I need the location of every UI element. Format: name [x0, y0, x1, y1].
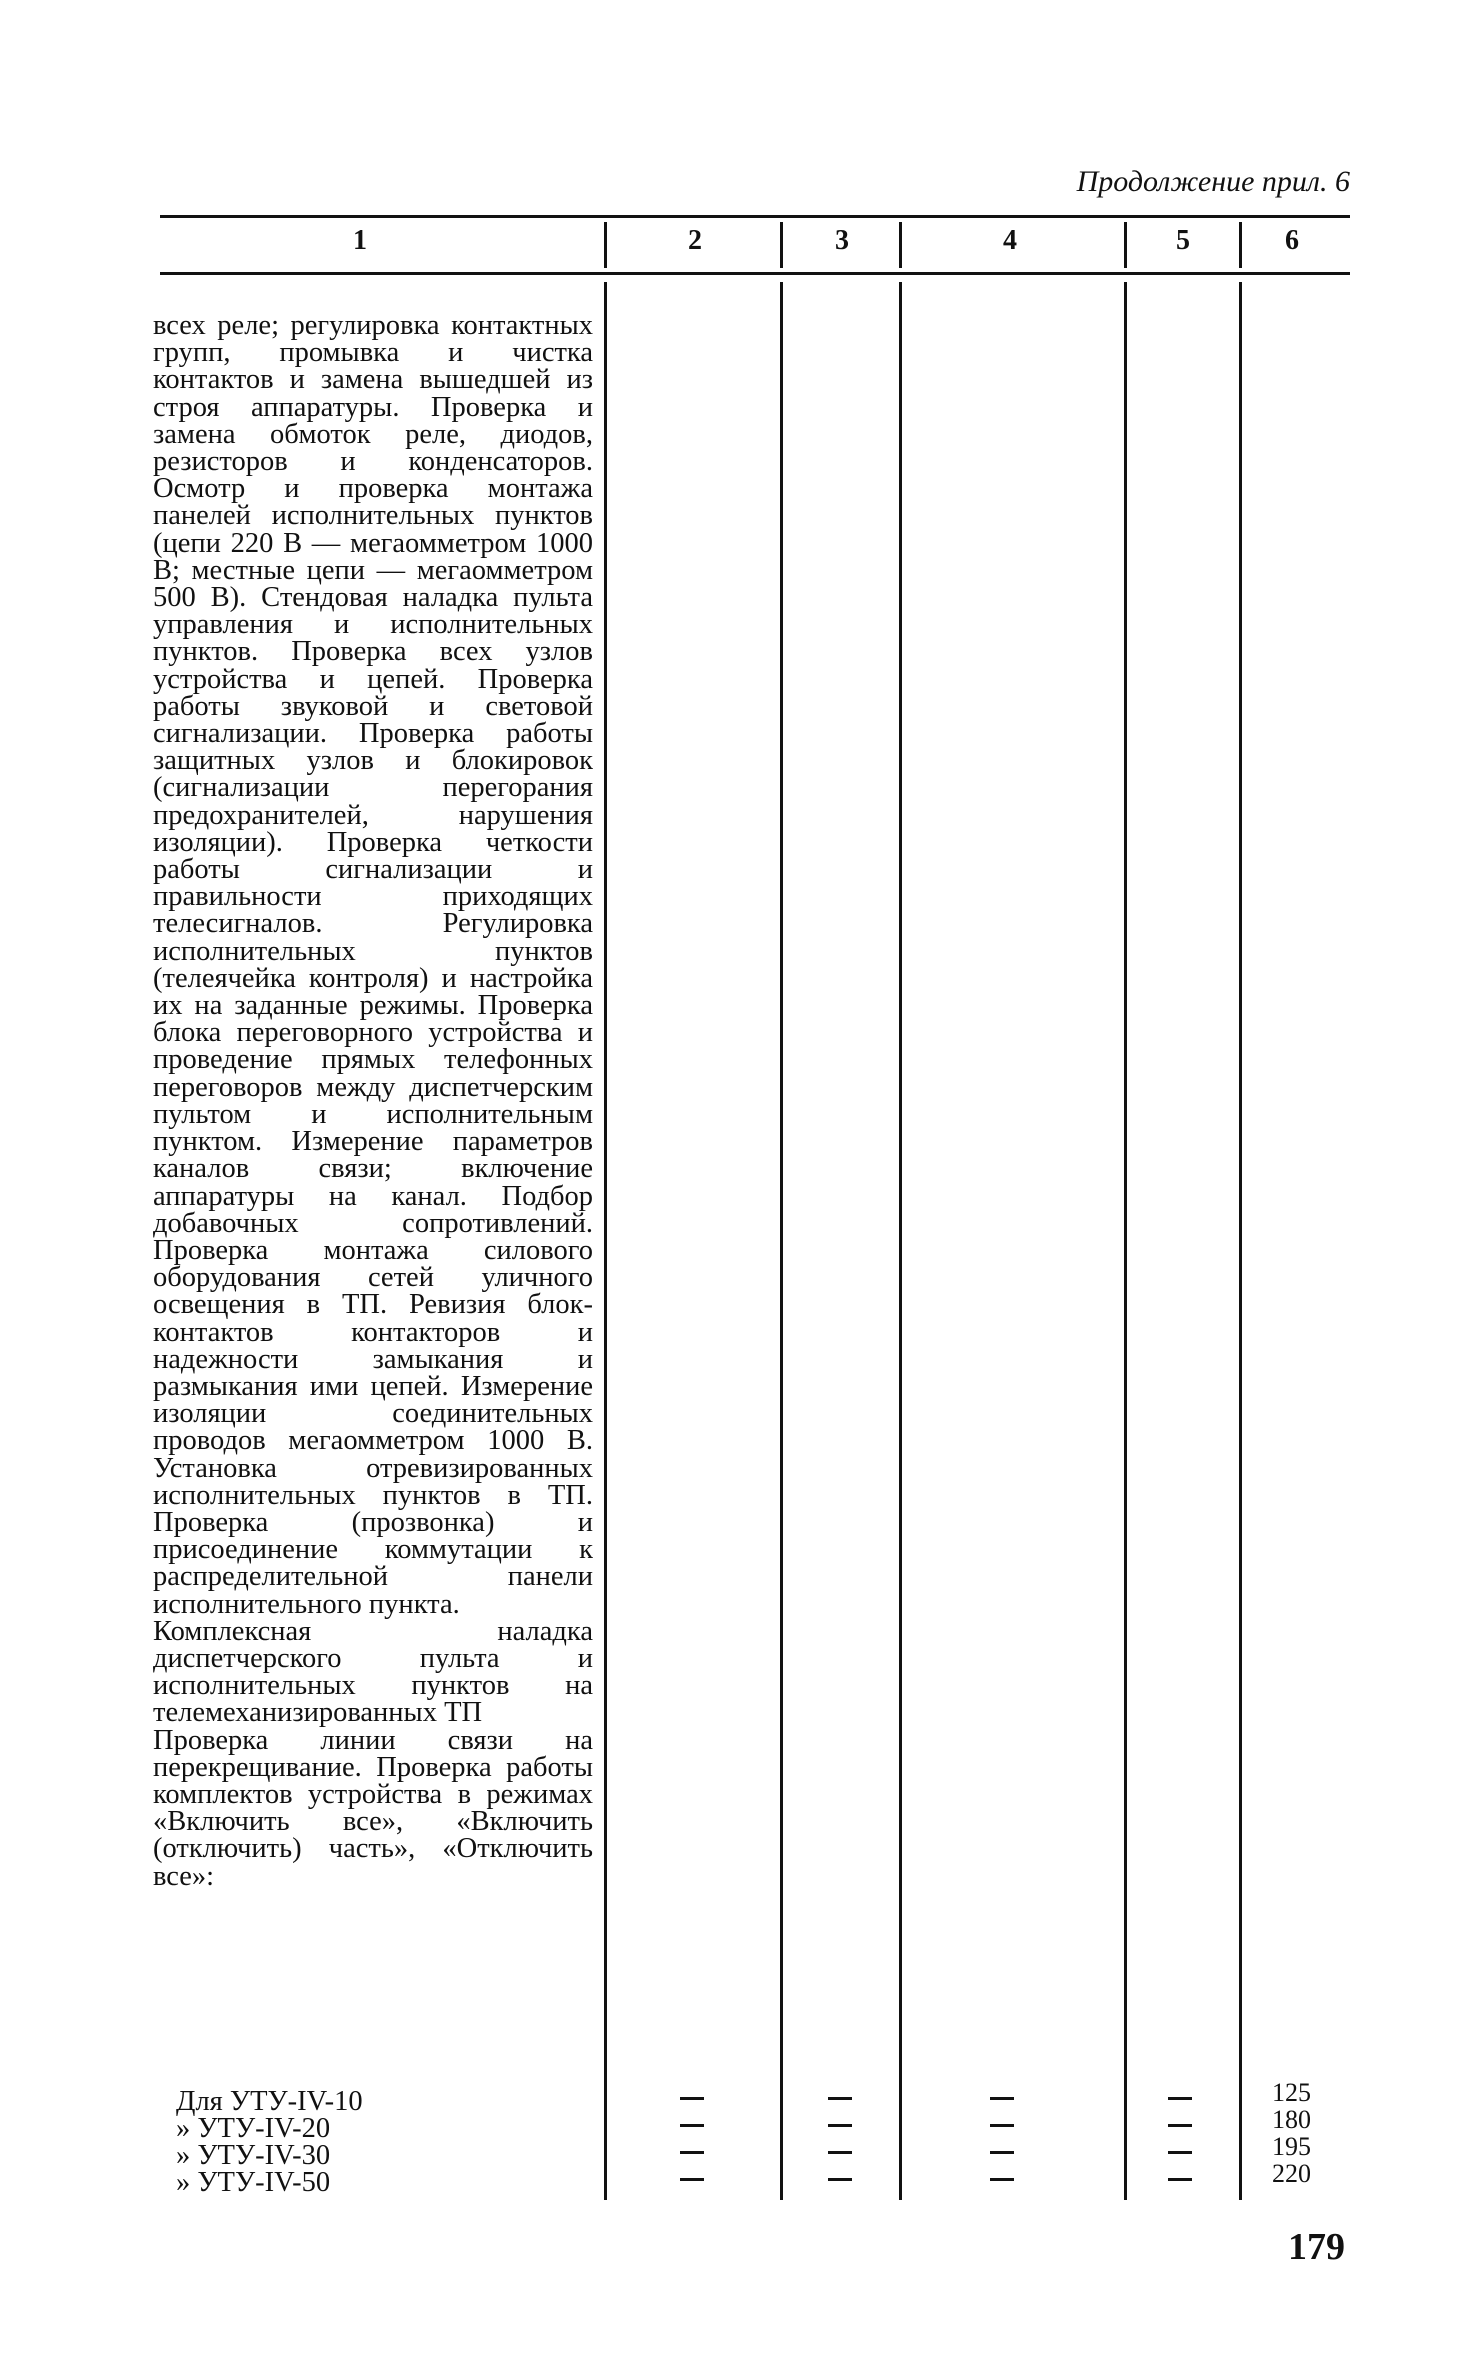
row-value: 180: [1272, 2105, 1311, 2134]
row-value: 220: [1272, 2159, 1311, 2188]
dash-mark: [680, 2124, 704, 2127]
dash-mark: [990, 2097, 1014, 2100]
dash-mark: [1168, 2097, 1192, 2100]
dash-mark: [1168, 2124, 1192, 2127]
work-description: [153, 312, 593, 1890]
row-label: » УТУ-IV-20: [176, 2113, 331, 2144]
column-number-4: 4: [1003, 225, 1017, 256]
dash-mark: [1168, 2178, 1192, 2181]
table-top-rule: [160, 215, 1350, 218]
dash-mark: [828, 2178, 852, 2181]
dash-mark: [990, 2178, 1014, 2181]
dash-mark: [680, 2178, 704, 2181]
column-number-2: 2: [688, 225, 702, 256]
column-number-1: 1: [353, 225, 367, 256]
dash-mark: [990, 2151, 1014, 2154]
paragraph-1: всех реле; регулировка контактных групп, промывка и чистка контактов и замена вышедшей из строя аппаратуры. Проверка и замена обмоток реле, диодов, резисторов и конденсаторов. Осмотр и проверка монтажа панелей исполнительных пунктов (цепи 220 В — мегаомметром 1000 В; местные цепи — мегаомметром 500 В). Стендовая наладка пульта управления и исполнительных пунктов. Проверка всех узлов устройства и цепей. Проверка работы звуковой и световой сигнализации. Проверка работы защитных узлов и блокировок (сигнализации перегорания предохранителей, нарушения изоляции). Проверка четкости работы сигнализации и правильности приходящих телесигналов. Регулировка исполнительных пунктов (телеячейка контроля) и настройка их на заданные режимы. Проверка блока переговорного устройства и проведение прямых телефонных переговоров между диспетчерским пультом и исполнительным пунктом. Измерение параметров каналов связи; включение аппаратуры на канал. Подбор добавочных сопротивлений. Проверка монтажа силового оборудования сетей уличного освещения в ТП. Ревизия блок-контактов контакторов и надежности замыкания и размыкания ими цепей. Измерение изоляции соединительных проводов мегаомметром 1000 В. Установка отревизированных исполнительных пунктов в ТП. Проверка (прозвонка) и присоединение коммутации к распределительной панели исполнительного пункта.: [153, 310, 593, 1620]
dash-mark: [990, 2124, 1014, 2127]
col-sep-1: [604, 282, 607, 2200]
continuation-header: Продолжение прил. 6: [1076, 165, 1350, 198]
row-label: » УТУ-IV-50: [176, 2167, 331, 2198]
row-value: 195: [1272, 2132, 1311, 2161]
dash-mark: [828, 2124, 852, 2127]
dash-mark: [1168, 2151, 1192, 2154]
table-header-rule: [160, 272, 1350, 275]
dash-mark: [680, 2097, 704, 2100]
col-sep-3-header: [899, 222, 902, 268]
paragraph-3: Проверка линии связи на перекрещивание. Проверка работы комплектов устройства в режимах «Включить все», «Включить (отключить) часть», «Отключить все»:: [153, 1724, 593, 1892]
paragraph-2: Комплексная наладка диспетчерского пульта и исполнительных пунктов на телемеханизированных ТП: [153, 1615, 593, 1729]
dash-mark: [680, 2151, 704, 2154]
col-sep-4: [1124, 282, 1127, 2200]
column-number-3: 3: [835, 225, 849, 256]
column-number-5: 5: [1176, 225, 1190, 256]
col-sep-4-header: [1124, 222, 1127, 268]
column-number-6: 6: [1285, 225, 1299, 256]
col-sep-2: [780, 282, 783, 2200]
dash-mark: [828, 2151, 852, 2154]
row-label: » УТУ-IV-30: [176, 2140, 331, 2171]
col-sep-1-header: [604, 222, 607, 268]
col-sep-5: [1239, 282, 1242, 2200]
col-sep-5-header: [1239, 222, 1242, 268]
col-sep-2-header: [780, 222, 783, 268]
row-value: 125: [1272, 2078, 1311, 2107]
row-label: Для УТУ-IV-10: [176, 2086, 363, 2117]
page-number: 179: [1288, 2226, 1345, 2268]
dash-mark: [828, 2097, 852, 2100]
col-sep-3: [899, 282, 902, 2200]
